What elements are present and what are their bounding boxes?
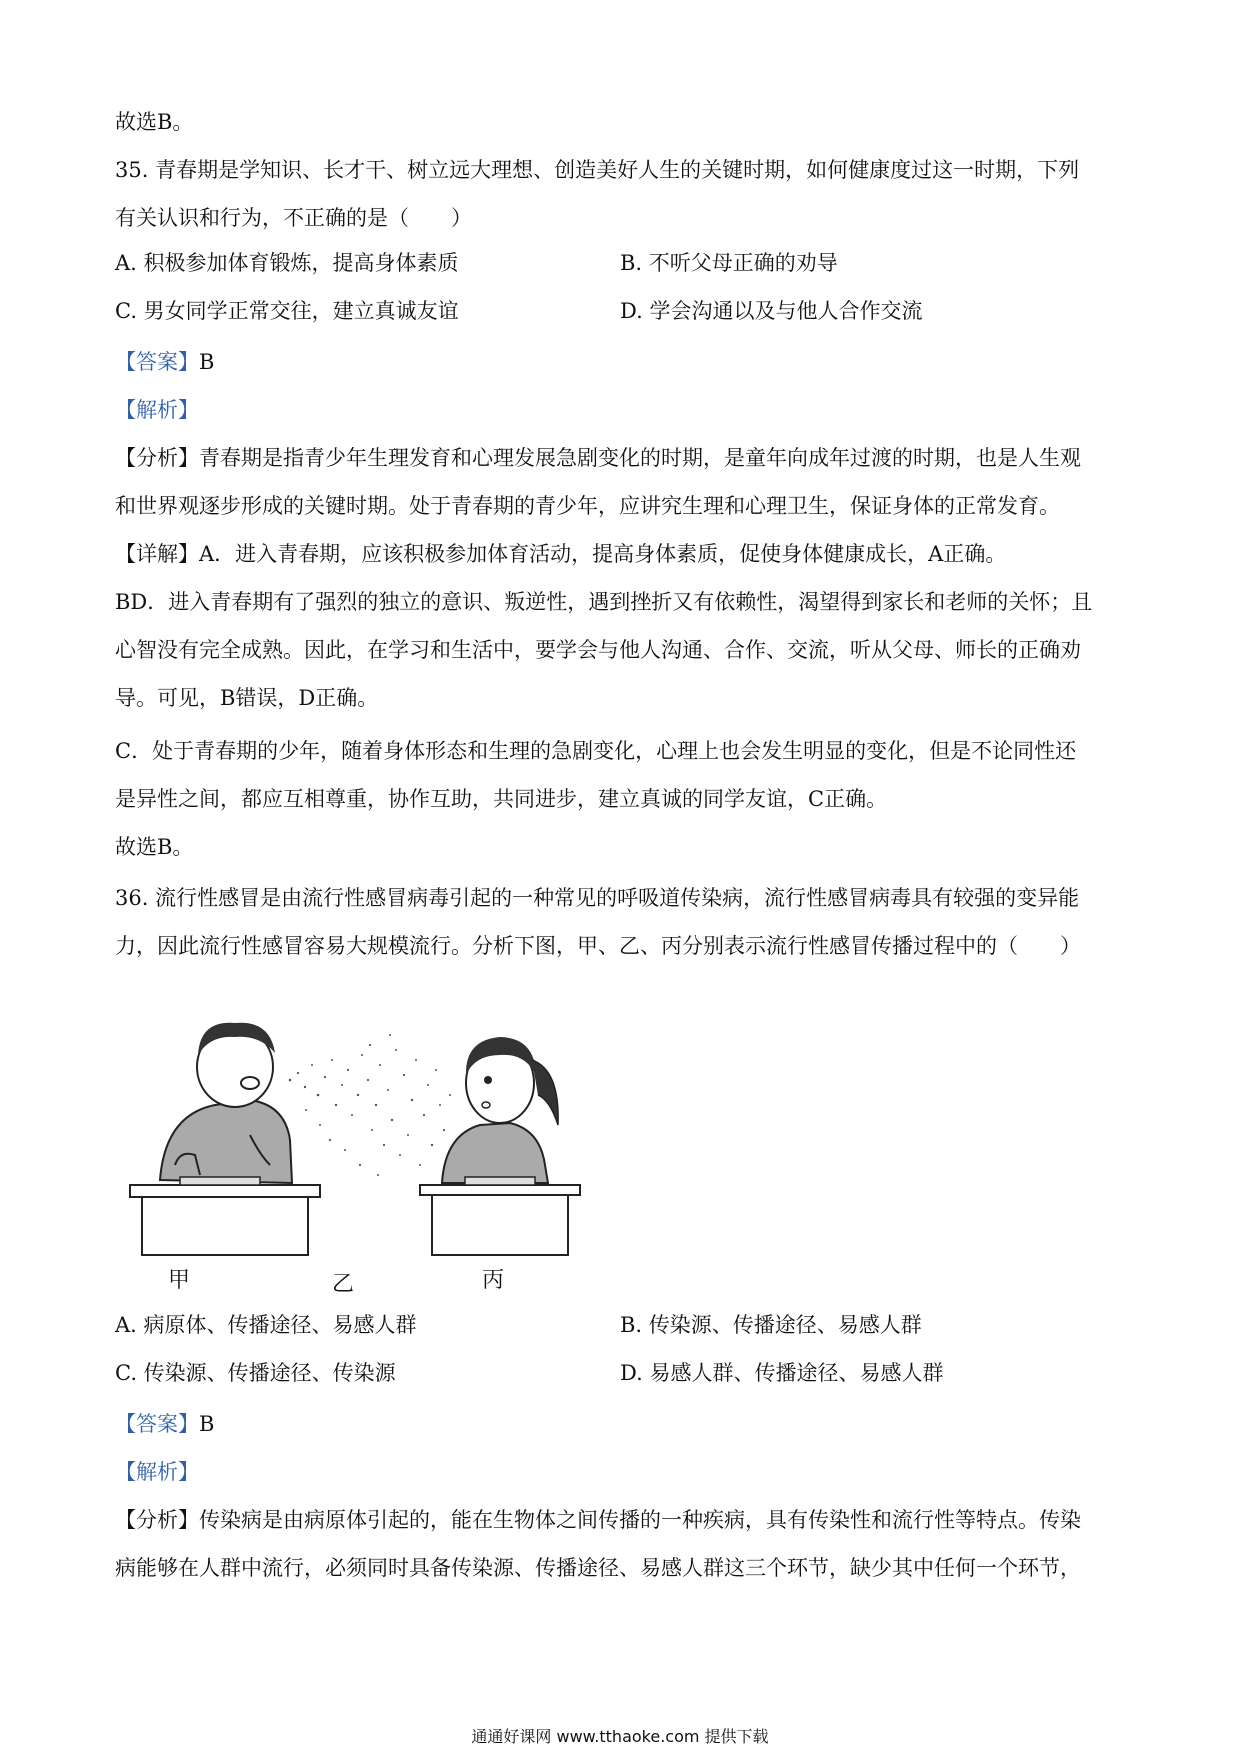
figure-label-bing: 丙 xyxy=(482,1268,505,1293)
question-36-stem: 36. 流行性感冒是由流行性感冒病毒引起的一种常见的呼吸道传染病，流行性感冒病毒具有较强的变异能 xyxy=(115,886,1080,910)
figure-flu-transmission xyxy=(120,1005,680,1305)
q36-option-d: D. 易感人群、传播途径、易感人群 xyxy=(620,1361,944,1385)
q35-analysis-text: 和世界观逐步形成的关键时期。处于青春期的青少年，应讲究生理和心理卫生，保证身体的正常发育。 xyxy=(115,494,1060,518)
q36-analysis-text: 【分析】传染病是由病原体引起的，能在生物体之间传播的一种疾病，具有传染性和流行性等特点。传染 xyxy=(115,1508,1081,1532)
q35-detail-text: 导。可见，B错误，D正确。 xyxy=(115,686,379,710)
text-line: 故选B。 xyxy=(115,110,194,134)
q36-option-a: A. 病原体、传播途径、易感人群 xyxy=(115,1313,417,1337)
text-line: 故选B。 xyxy=(115,835,194,859)
answer-value: B xyxy=(199,350,215,374)
q35-option-d: D. 学会沟通以及与他人合作交流 xyxy=(620,299,923,323)
q35-analysis-heading: 【解析】 xyxy=(115,398,199,422)
q36-answer xyxy=(115,1400,1130,1449)
page-footer: 通通好课网 www.tthaoke.com 提供下载 xyxy=(471,1727,769,1746)
analysis-label: 【分析】 xyxy=(115,1508,199,1532)
answer-value: B xyxy=(199,1412,215,1436)
q36-analysis-text: 病能够在人群中流行，必须同时具备传染源、传播途径、易感人群这三个环节，缺少其中任何一个环节， xyxy=(115,1556,1081,1580)
q35-detail-text: 心智没有完全成熟。因此，在学习和生活中，要学会与他人沟通、合作、交流，听从父母、师长的正确劝 xyxy=(115,638,1081,662)
q35-option-b: B. 不听父母正确的劝导 xyxy=(620,251,838,275)
q35-detail-text: 是异性之间，都应互相尊重，协作互助，共同进步，建立真诚的同学友谊，C正确。 xyxy=(115,787,888,811)
q35-option-c: C. 男女同学正常交往，建立真诚友谊 xyxy=(115,299,459,323)
q35-detail-text: BD．进入青春期有了强烈的独立的意识、叛逆性，遇到挫折又有依赖性，渴望得到家长和老师的关怀；且 xyxy=(115,590,1093,614)
question-36-stem: 力，因此流行性感冒容易大规模流行。分析下图，甲、乙、丙分别表示流行性感冒传播过程中的（ ） xyxy=(115,934,1081,958)
q35-detail-text: 【详解】A．进入青春期，应该积极参加体育活动，提高身体素质，促使身体健康成长，A正确。 xyxy=(115,542,1007,566)
figure-illustration xyxy=(120,1005,680,1265)
question-35-stem: 有关认识和行为，不正确的是（ ） xyxy=(115,206,472,230)
answer-label: 【答案】 xyxy=(115,350,199,374)
q36-analysis-heading: 【解析】 xyxy=(115,1460,199,1484)
figure-label-jia: 甲 xyxy=(168,1268,191,1293)
q35-answer xyxy=(115,338,1130,387)
analysis-label: 【分析】 xyxy=(115,446,199,470)
detail-label: 【详解】 xyxy=(115,542,199,566)
q36-option-b: B. 传染源、传播途径、易感人群 xyxy=(620,1313,922,1337)
droplets-icon xyxy=(289,1034,451,1176)
q36-option-c: C. 传染源、传播途径、传染源 xyxy=(115,1361,396,1385)
answer-label: 【答案】 xyxy=(115,1412,199,1436)
q35-analysis-text: 【分析】青春期是指青少年生理发育和心理发展急剧变化的时期，是童年向成年过渡的时期，也是人生观 xyxy=(115,446,1081,470)
question-35-stem: 35. 青春期是学知识、长才干、树立远大理想、创造美好人生的关键时期，如何健康度过这一时期，下列 xyxy=(115,158,1080,182)
q35-option-a: A. 积极参加体育锻炼，提高身体素质 xyxy=(115,251,459,275)
figure-label-yi: 乙 xyxy=(332,1272,355,1297)
q35-detail-text: C．处于青春期的少年，随着身体形态和生理的急剧变化，心理上也会发生明显的变化，但是不论同性还 xyxy=(115,739,1077,763)
